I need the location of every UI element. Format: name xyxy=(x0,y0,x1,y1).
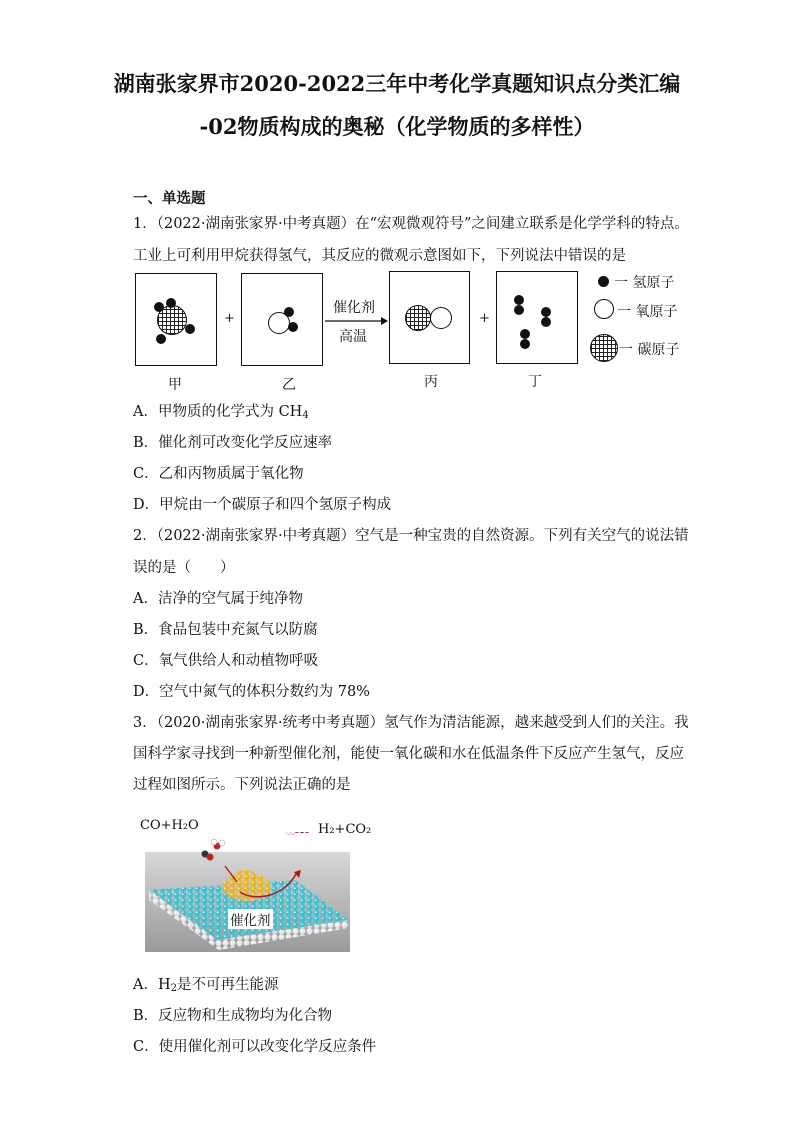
figure-right-label: H₂+CO₂ xyxy=(318,822,372,837)
section-heading: 一、单选题 xyxy=(133,190,206,207)
q2-line-1: 2．（2022·湖南张家界·中考真题）空气是一种宝贵的自然资源。下列有关空气的说法错 xyxy=(133,528,689,544)
q2-option-c: C．氧气供给人和动植物呼吸 xyxy=(133,653,319,669)
reaction-arrow-icon xyxy=(323,316,389,326)
hydrogen-atom xyxy=(154,302,164,312)
hydrogen-atom xyxy=(514,295,524,305)
legend-hydrogen-icon xyxy=(598,276,609,287)
hydrogen-atom xyxy=(541,307,551,317)
label-bing: 丙 xyxy=(424,374,438,390)
legend-oxygen-icon xyxy=(594,299,614,319)
hydrogen-atom xyxy=(520,329,530,339)
hydrogen-atom xyxy=(288,322,298,332)
q3-option-c: C．使用催化剂可以改变化学反应条件 xyxy=(133,1039,377,1055)
q1-line-1: 1．（2022·湖南张家界·中考真题）在“宏观微观符号”之间建立联系是化学学科的特点。 xyxy=(133,216,689,232)
legend-hydrogen-label: 一 氢原子 xyxy=(614,275,675,291)
q1-option-c: C．乙和丙物质属于氧化物 xyxy=(133,466,304,482)
q3-option-b: B．反应物和生成物均为化合物 xyxy=(133,1008,333,1024)
catalyst-surface-illustration xyxy=(145,832,350,952)
catalyst-label: 催化剂 xyxy=(228,909,273,929)
legend-carbon-icon xyxy=(590,334,618,362)
carbon-atom xyxy=(405,305,431,331)
q3-line-2: 国科学家寻找到一种新型催化剂，能使一氧化碳和水在低温条件下反应产生氢气，反应 xyxy=(133,746,684,762)
hydrogen-atom xyxy=(541,317,551,327)
legend-carbon-label: 一 碳原子 xyxy=(619,342,680,358)
hydrogen-atom xyxy=(520,339,530,349)
q3-option-a: A．H2是不可再生能源 xyxy=(133,977,279,994)
q1-option-a: A．甲物质的化学式为 CH4 xyxy=(133,404,309,421)
label-yi: 乙 xyxy=(282,377,296,393)
title-line-2: -02物质构成的奥秘（化学物质的多样性） xyxy=(199,114,595,139)
box-ding xyxy=(496,271,578,364)
hydrogen-atom xyxy=(156,334,166,344)
label-ding: 丁 xyxy=(528,374,542,390)
oxygen-atom xyxy=(430,307,452,329)
q2-option-d: D．空气中氮气的体积分数约为 78% xyxy=(133,684,370,700)
arrow-bottom-label: 高温 xyxy=(339,329,367,345)
hydrogen-atom xyxy=(185,324,195,334)
q3-line-1: 3．（2020·湖南张家界·统考中考真题）氢气作为清洁能源，越来越受到人们的关注。我 xyxy=(133,715,689,731)
label-jia: 甲 xyxy=(168,377,182,393)
q2-option-a: A．洁净的空气属于纯净物 xyxy=(133,591,303,607)
q2-line-2: 误的是（ ） xyxy=(133,560,235,576)
arrow-top-label: 催化剂 xyxy=(333,300,375,316)
q1-option-b: B．催化剂可改变化学反应速率 xyxy=(133,435,333,451)
box-jia xyxy=(135,273,217,366)
plus-sign: + xyxy=(479,311,490,326)
q1-option-d: D．甲烷由一个碳原子和四个氢原子构成 xyxy=(133,497,392,513)
box-bing xyxy=(389,271,470,364)
hydrogen-atom xyxy=(514,305,524,315)
hydrogen-atom xyxy=(166,298,176,308)
box-yi xyxy=(241,273,323,366)
legend-oxygen-label: 一 氧原子 xyxy=(617,304,678,320)
figure-left-label: CO+H₂O xyxy=(140,818,199,833)
hydrogen-atom xyxy=(284,307,294,317)
title-line-1: 湖南张家界市2020-2022三年中考化学真题知识点分类汇编 xyxy=(113,71,681,96)
q1-line-2: 工业上可利用甲烷获得氢气，其反应的微观示意图如下，下列说法中错误的是 xyxy=(133,248,626,264)
plus-sign: + xyxy=(224,311,235,326)
q2-option-b: B．食品包装中充氮气以防腐 xyxy=(133,622,318,638)
q3-line-3: 过程如图所示。下列说法正确的是 xyxy=(133,777,351,793)
